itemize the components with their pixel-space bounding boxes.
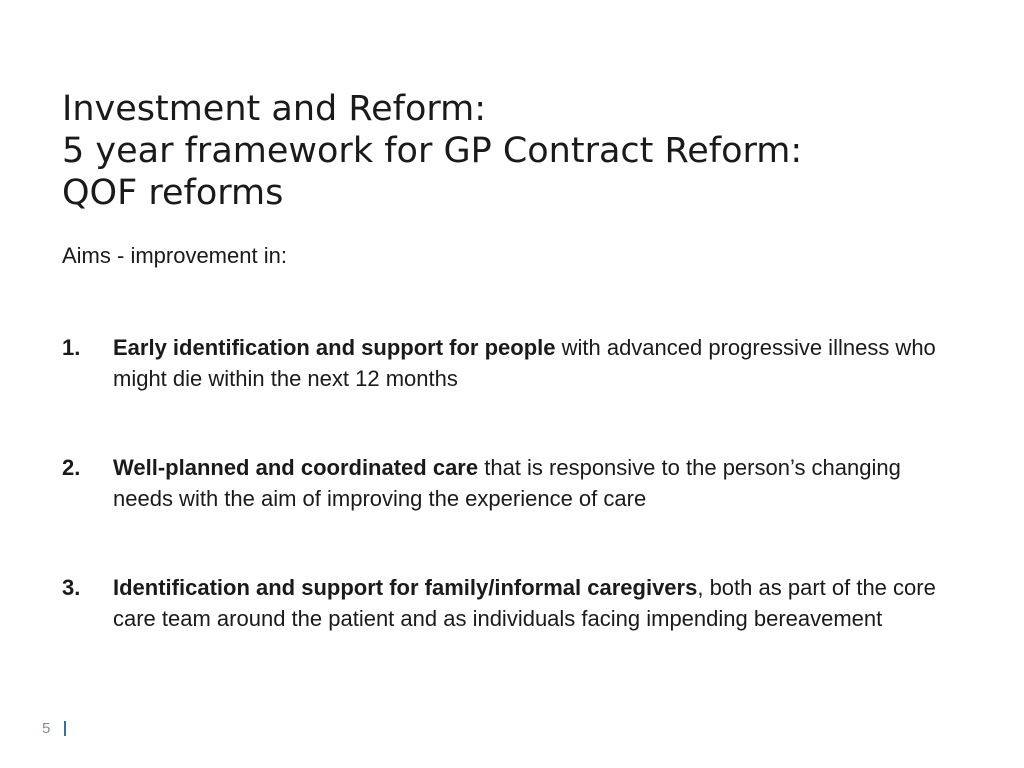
aim-rest-text: that is responsive to the person’s changing needs with the aim of improving the experience of care <box>113 455 901 511</box>
aim-rest-text: , both as part of the core care team around the patient and as individuals facing impending bereavement <box>113 575 936 631</box>
aim-bold-text: Early identification and support for people <box>113 335 556 360</box>
title-line-1: Investment and Reform: <box>62 89 487 129</box>
title-line-3: QOF reforms <box>62 173 284 213</box>
aim-number: 1. <box>62 335 81 360</box>
aim-bold-text: Identification and support for family/informal caregivers <box>113 575 698 600</box>
aim-bold-text: Well-planned and coordinated care <box>113 455 479 480</box>
aims-list <box>62 332 942 692</box>
page-number: 5 <box>42 720 51 737</box>
aim-item-3 <box>62 572 942 634</box>
aim-item-2 <box>62 452 942 514</box>
page-divider <box>64 721 66 736</box>
aim-number: 2. <box>62 455 81 480</box>
aim-item-1 <box>62 332 942 394</box>
aim-rest-text: with advanced progressive illness who might die within the next 12 months <box>113 335 936 391</box>
aim-number: 3. <box>62 575 81 600</box>
aims-intro: Aims - improvement in: <box>62 243 287 268</box>
title-line-2: 5 year framework for GP Contract Reform: <box>62 131 803 171</box>
slide-footer <box>42 720 66 737</box>
slide-title <box>62 88 962 214</box>
